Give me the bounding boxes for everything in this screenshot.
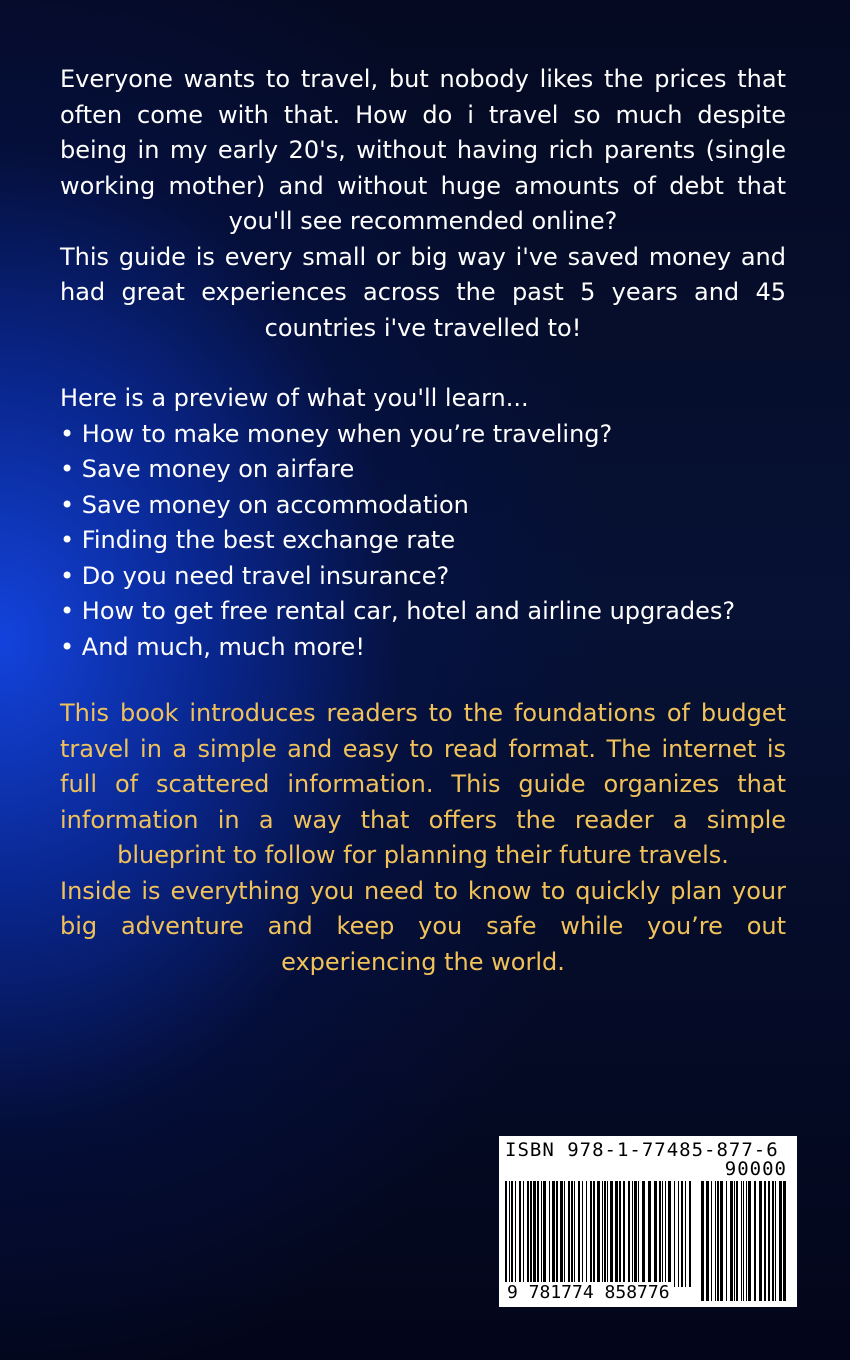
barcode-bar (619, 1181, 621, 1287)
barcode-bar (783, 1181, 786, 1301)
barcode-bar (597, 1181, 600, 1287)
barcode-bar (715, 1181, 716, 1301)
barcode-bar (628, 1181, 630, 1287)
barcode-bar (634, 1181, 637, 1287)
barcode-bar (515, 1181, 516, 1287)
barcode-bar (541, 1181, 542, 1287)
barcode-bar (623, 1181, 625, 1287)
barcode-bar (593, 1181, 595, 1287)
list-item: • Finding the best exchange rate (60, 526, 456, 554)
barcode-bar (533, 1181, 536, 1287)
ean-number: 9 781774 858776 (507, 1282, 670, 1303)
barcode-bar (665, 1181, 666, 1287)
isbn-barcode (499, 1136, 797, 1307)
list-item: • Save money on accommodation (60, 490, 469, 519)
barcode-bar (730, 1181, 733, 1301)
intro-paragraph-1: Everyone wants to travel, but nobody likes the prices that often come with that. How do i travel so much despite being in my early 20's, without having rich parents (single working mother) and without huge amounts of debt that you'll see recommended online? (60, 65, 786, 235)
barcode-bar (537, 1181, 539, 1287)
intro-paragraph-2: This guide is every small or big way i've saved money and had great experiences across the past 5 years and 45 countries i've travelled to! (60, 242, 786, 342)
isbn-label: ISBN 978-1-77485-877-6 (505, 1139, 779, 1161)
barcode-bar (586, 1181, 587, 1287)
barcode-bar (604, 1181, 606, 1287)
book-blurb (60, 696, 786, 980)
barcode-bar (736, 1181, 738, 1301)
barcode-bar (519, 1181, 521, 1287)
list-item: • How to make money when you’re traveling? (60, 419, 613, 448)
barcode-bar (772, 1181, 774, 1301)
list-item: • How to get free rental car, hotel and airline upgrades? (60, 597, 736, 625)
barcode-bar (748, 1181, 751, 1301)
barcode-bar (582, 1181, 583, 1287)
barcode-bar (685, 1181, 686, 1287)
list-item: • And much, much more! (60, 632, 365, 661)
barcode-bar (530, 1181, 532, 1287)
barcode-bar (527, 1181, 529, 1287)
barcode-bars-main (505, 1181, 693, 1287)
barcode-bar (741, 1181, 742, 1301)
barcode-bar (743, 1181, 744, 1301)
barcode-bar (568, 1181, 570, 1287)
barcode-bar (552, 1181, 555, 1287)
preview-heading: Here is a preview of what you'll learn... (60, 384, 529, 412)
barcode-bar (556, 1181, 558, 1287)
barcode-bar (549, 1181, 550, 1287)
barcode-bar (768, 1181, 770, 1301)
barcode-bar (668, 1181, 671, 1287)
barcode-bar (615, 1181, 618, 1287)
blurb-paragraph-1: This book introduces readers to the foundations of budget travel in a simple and easy to read format. The internet is full of scattered information. This guide organizes that information in a way that offers the reader a simple blueprint to follow for planning their future travels. (60, 699, 786, 869)
barcode-bar (717, 1181, 719, 1301)
barcode-bar (754, 1181, 756, 1301)
barcode-bar (590, 1181, 592, 1287)
barcode-bar (523, 1181, 524, 1287)
list-item: • Do you need travel insurance? (60, 561, 450, 590)
barcode-bar (775, 1181, 776, 1301)
barcode-bar (689, 1181, 691, 1287)
intro-text (60, 62, 786, 346)
barcode-bar (678, 1181, 679, 1287)
barcode-bar (734, 1181, 735, 1301)
barcode-bar (764, 1181, 766, 1301)
blurb-paragraph-2: Inside is everything you need to know to quickly plan your big adventure and keep you safe while you’re out experiencing the world. (60, 876, 786, 976)
barcode-bar (509, 1181, 510, 1287)
price-code: 90000 (724, 1158, 787, 1180)
barcode-bar (654, 1181, 657, 1287)
barcode-bar (610, 1181, 613, 1287)
barcode-bar (560, 1181, 563, 1287)
barcode-bar (574, 1181, 575, 1287)
barcode-bar (638, 1181, 639, 1287)
preview-list (60, 381, 786, 665)
barcode-bar (759, 1181, 762, 1301)
barcode-bar (662, 1181, 663, 1287)
barcode-bar (659, 1181, 661, 1287)
barcode-bar (711, 1181, 712, 1301)
barcode-bar (564, 1181, 565, 1287)
barcode-bar (648, 1181, 651, 1287)
barcode-bar (511, 1181, 513, 1287)
barcode-bar (681, 1181, 683, 1287)
barcode-bar (571, 1181, 573, 1287)
barcode-bar (602, 1181, 603, 1287)
barcode-bar (746, 1181, 747, 1301)
barcode-bar (726, 1181, 727, 1301)
barcode-bar (607, 1181, 608, 1287)
barcode-bar (578, 1181, 580, 1287)
barcode-bar (706, 1181, 709, 1301)
barcode-bar (720, 1181, 723, 1301)
barcode-bar (642, 1181, 645, 1287)
barcode-bar (632, 1181, 633, 1287)
barcode-bar (674, 1181, 675, 1287)
barcode-bar (779, 1181, 782, 1301)
list-item: • Save money on airfare (60, 455, 355, 483)
barcode-bar (701, 1181, 704, 1301)
barcode-bar (543, 1181, 546, 1287)
barcode-bar (505, 1181, 507, 1287)
barcode-bars-addon (701, 1181, 787, 1301)
